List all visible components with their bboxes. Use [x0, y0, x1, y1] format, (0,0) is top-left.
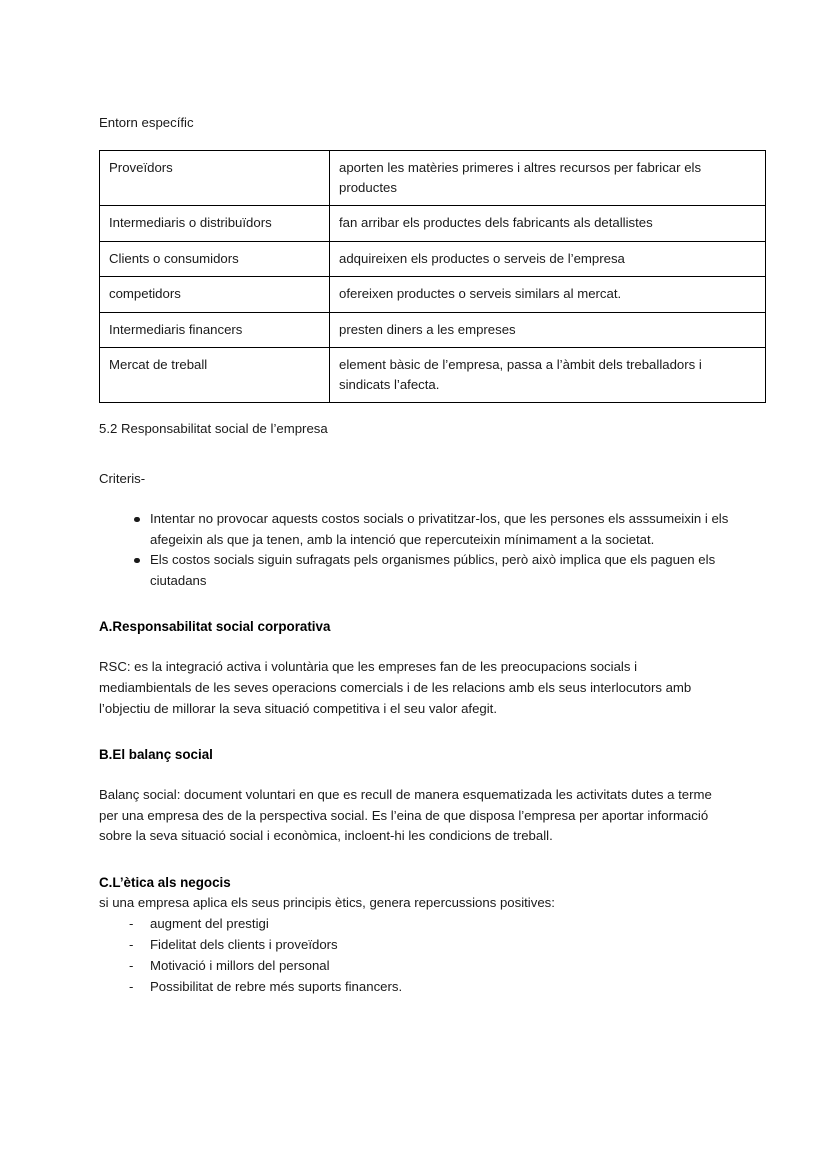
spacer	[99, 489, 729, 509]
table-cell-term: Intermediaris o distribuïdors	[100, 206, 330, 242]
spacer	[99, 637, 729, 657]
table-cell-definition: adquireixen els productes o serveis de l’empresa	[330, 241, 766, 277]
table-cell-term: competidors	[100, 277, 330, 313]
dash-marker-icon: -	[129, 915, 134, 931]
table-cell-definition: element bàsic de l’empresa, passa a l’àmbit dels treballadors i sindicats l’afecta.	[330, 348, 766, 403]
dash-marker-icon: -	[129, 936, 134, 952]
ethics-benefits-list	[99, 913, 729, 997]
table-cell-definition: fan arribar els productes dels fabricants als detallistes	[330, 206, 766, 242]
list-item-text: Motivació i millors del personal	[150, 957, 330, 973]
table-row	[100, 206, 766, 242]
table-cell-definition: aporten les matèries primeres i altres recursos per fabricar els productes	[330, 151, 766, 206]
table-cell-definition: presten diners a les empreses	[330, 312, 766, 348]
list-item-text: augment del prestigi	[150, 915, 269, 931]
table-row	[100, 151, 766, 206]
spacer	[99, 403, 729, 419]
subsection-b-heading: B.El balanç social	[99, 747, 213, 763]
list-item	[99, 934, 729, 955]
spacer	[99, 591, 729, 617]
criteria-label: Criteris-	[99, 471, 146, 486]
subsection-b-body: Balanç social: document voluntari en que es recull de manera esquematizada les activitats dutes a terme per una empresa des de la perspectiva social. Es l’eina de que disposa l’empresa per aportar informació sobre la seva situació social i econòmica, incloent-hi les condicions de treball.	[99, 787, 712, 844]
table-cell-term: Intermediaris financers	[100, 312, 330, 348]
table-cell-term: Mercat de treball	[100, 348, 330, 403]
intro-label: Entorn específic	[99, 115, 194, 130]
list-item-text: Possibilitat de rebre més suports financers.	[150, 978, 403, 994]
spacer	[99, 439, 729, 469]
document-content	[99, 113, 729, 997]
subsection-a-heading: A.Responsabilitat social corporativa	[99, 619, 331, 635]
list-item	[99, 976, 729, 997]
table-row	[100, 348, 766, 403]
list-item-text: Els costos socials siguin sufragats pels organismes públics, però això implica que els paguen els ciutadans	[150, 552, 716, 588]
subsection-c-intro: si una empresa aplica els seus principis ètics, genera repercussions positives:	[99, 894, 555, 910]
table-row	[100, 312, 766, 348]
spacer	[99, 719, 729, 745]
dash-marker-icon: -	[129, 957, 134, 973]
list-item	[99, 955, 729, 976]
subsection-c-heading: C.L’ètica als negocis	[99, 874, 231, 890]
list-item	[99, 550, 729, 591]
table-cell-term: Proveïdors	[100, 151, 330, 206]
list-item-text: Intentar no provocar aquests costos socials o privatitzar-los, que les persones els asssumeixin i els afegeixin als que ja tenen, amb la intenció que repercuteixin mínimament a la societat.	[150, 511, 729, 547]
list-item-text: Fidelitat dels clients i proveïdors	[150, 936, 338, 952]
section-heading-5-2: 5.2 Responsabilitat social de l’empresa	[99, 421, 328, 436]
table-row	[100, 241, 766, 277]
spacer	[99, 765, 729, 785]
criteria-bullet-list	[99, 509, 729, 591]
bullet-dot-icon	[134, 517, 140, 523]
subsection-a-body: RSC: es la integració activa i voluntària que les empreses fan de les preocupacions socials i mediambientals de les seves operacions comercials i de les relacions amb els seus interlocutors amb l’objectiu de millorar la seva situació competitiva i el seu valor afegit.	[99, 659, 692, 716]
entorn-especific-table	[99, 150, 766, 403]
table-cell-definition: ofereixen productes o serveis similars al mercat.	[330, 277, 766, 313]
entorn-especific-table-wrapper	[99, 150, 727, 403]
bullet-dot-icon	[134, 558, 140, 564]
list-item	[99, 509, 729, 550]
list-item	[99, 913, 729, 934]
spacer	[99, 847, 729, 873]
table-cell-term: Clients o consumidors	[100, 241, 330, 277]
table-row	[100, 277, 766, 313]
dash-marker-icon: -	[129, 978, 134, 994]
